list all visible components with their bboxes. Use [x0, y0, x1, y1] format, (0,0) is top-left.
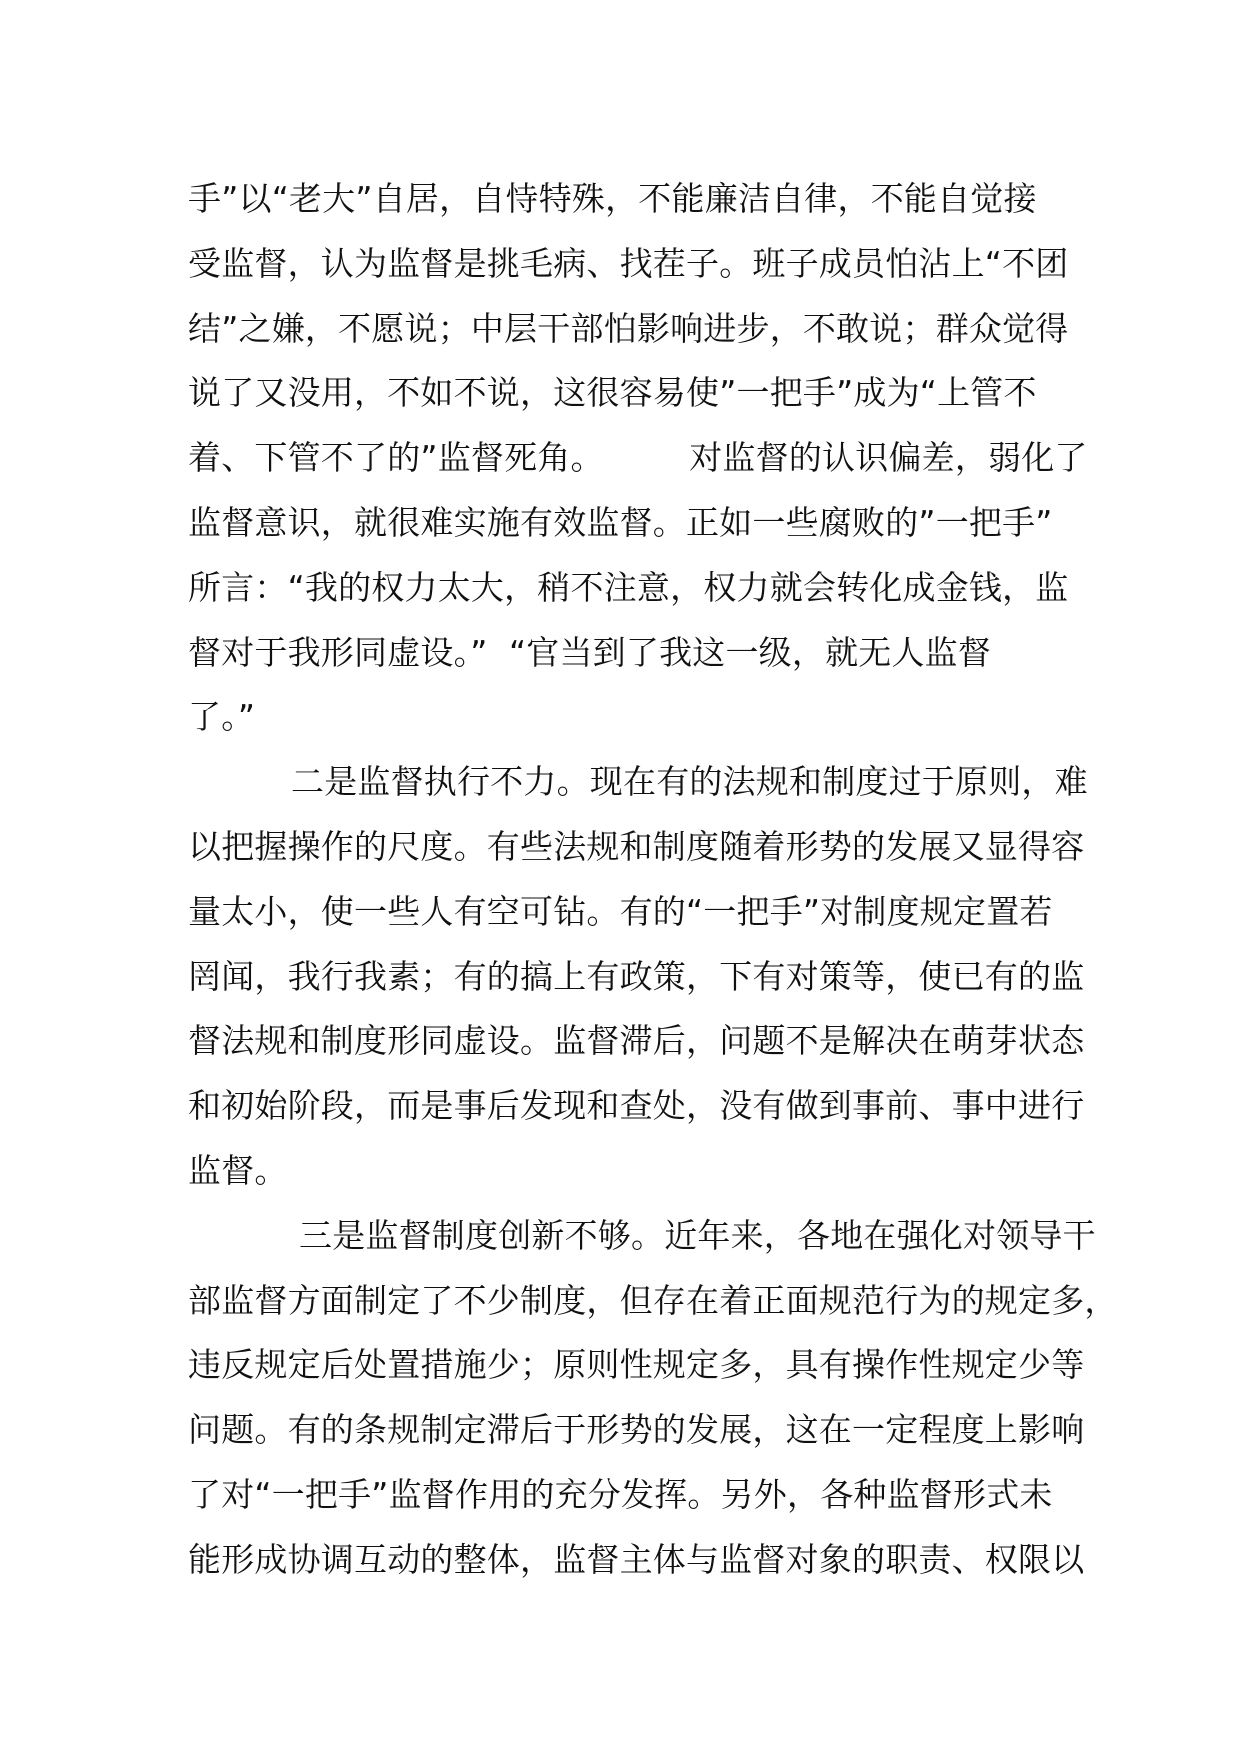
text-line: 能形成协调互动的整体，监督主体与监督对象的职责、权限以: [188, 1539, 1085, 1579]
document-body: [188, 167, 1118, 1593]
text-line: 量太小，使一些人有空可钻。有的“一把手”对制度规定置若: [188, 891, 1053, 931]
text-line: 督法规和制度形同虚设。监督滞后，问题不是解决在萌芽状态: [188, 1021, 1085, 1061]
text-line: 受监督，认为监督是挑毛病、找茬子。班子成员怕沾上“不团: [188, 243, 1069, 283]
text-line: 所言：“我的权力太大，稍不注意，权力就会转化成金钱，监: [188, 567, 1069, 607]
text-line: 说了又没用，不如不说，这很容易使”一把手”成为“上管不: [188, 373, 1037, 413]
text-line: 和初始阶段，而是事后发现和查处，没有做到事前、事中进行: [188, 1086, 1085, 1126]
text-line: 罔闻，我行我素；有的搞上有政策，下有对策等，使已有的监: [188, 956, 1085, 996]
text-line: 违反规定后处置措施少；原则性规定多，具有操作性规定少等: [188, 1345, 1085, 1385]
paragraph-start-line: 三是监督制度创新不够。近年来，各地在强化对领导干: [299, 1215, 1096, 1255]
paragraph-start-line: 二是监督执行不力。现在有的法规和制度过于原则，难: [291, 762, 1088, 802]
text-line: 监督。: [188, 1150, 288, 1190]
text-line: 以把握操作的尺度。有些法规和制度随着形势的发展又显得容: [188, 826, 1085, 866]
text-line: 结”之嫌，不愿说；中层干部怕影响进步，不敢说；群众觉得: [188, 308, 1069, 348]
text-line: 督对于我形同虚设。” “官当到了我这一级，就无人监督: [188, 632, 992, 672]
text-line: 监督意识，就很难实施有效监督。正如一些腐败的”一把手”: [188, 502, 1053, 542]
text-line: 了对“一把手”监督作用的充分发挥。另外，各种监督形式未: [188, 1474, 1053, 1514]
text-line: 部监督方面制定了不少制度，但存在着正面规范行为的规定多，: [188, 1280, 1118, 1320]
text-line: 手”以“老大”自居，自恃特殊，不能廉洁自律，不能自觉接: [188, 179, 1037, 218]
text-line: 问题。有的条规制定滞后于形势的发展，这在一定程度上影响: [188, 1410, 1085, 1450]
text-line: 着、下管不了的”监督死角。 对监督的认识偏差，弱化了: [188, 438, 1088, 478]
text-line: 了。”: [188, 697, 256, 737]
